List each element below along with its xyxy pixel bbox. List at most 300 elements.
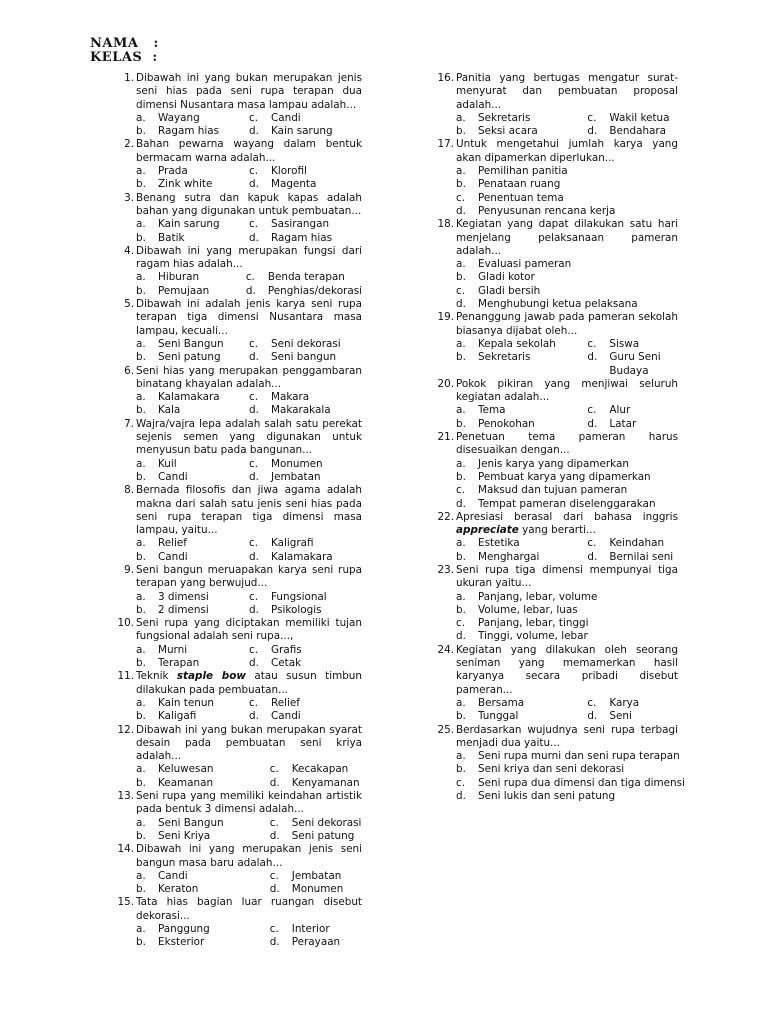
- question-text: Pokok pikiran yang menjiwai seluruh kegiatan adalah...: [456, 377, 678, 404]
- answer-option[interactable]: [456, 298, 678, 311]
- option-letter: c.: [456, 776, 466, 789]
- answer-option[interactable]: [456, 551, 587, 564]
- option-letter: c.: [456, 191, 466, 204]
- answer-option[interactable]: [587, 112, 678, 125]
- option-letter: d.: [249, 710, 259, 723]
- option-text: Kala: [158, 404, 181, 417]
- option-letter: b.: [136, 883, 146, 896]
- answer-option[interactable]: [249, 471, 362, 484]
- answer-option[interactable]: [136, 338, 249, 351]
- question-text: Kegiatan yang dapat dilakukan satu hari menjelang pelaksanaan pameran adalah...: [456, 218, 678, 257]
- option-letter: b.: [136, 231, 146, 244]
- answer-option[interactable]: [136, 883, 270, 896]
- option-text: Makarakala: [271, 404, 331, 417]
- option-text: Keamanan: [158, 776, 214, 789]
- option-text: Karya: [609, 696, 640, 709]
- question-number: 14.: [117, 843, 134, 856]
- answer-options: [136, 870, 362, 897]
- answer-option[interactable]: [456, 458, 678, 471]
- answer-option[interactable]: [136, 870, 270, 883]
- option-text: Guru Seni Budaya: [609, 351, 661, 377]
- answer-option[interactable]: [456, 591, 678, 604]
- option-letter: b.: [136, 178, 146, 191]
- question-number: 22.: [437, 510, 454, 523]
- answer-option[interactable]: [136, 817, 270, 830]
- option-text: Alur: [609, 404, 631, 417]
- answer-option[interactable]: [456, 617, 678, 630]
- answer-option[interactable]: [249, 551, 362, 564]
- option-letter: a.: [136, 816, 146, 829]
- option-text: Kain tenun: [158, 696, 214, 709]
- question-text: Panitia yang bertugas mengatur surat-menyurat dan pembuatan proposal adalah...: [456, 72, 678, 111]
- option-letter: d.: [249, 178, 259, 191]
- answer-option[interactable]: [456, 484, 678, 497]
- option-letter: a.: [136, 111, 146, 124]
- answer-option[interactable]: [136, 697, 249, 710]
- option-letter: b.: [456, 710, 466, 723]
- option-letter: b.: [136, 829, 146, 842]
- option-letter: d.: [456, 630, 466, 643]
- option-letter: b.: [136, 404, 146, 417]
- option-text: Candi: [271, 111, 301, 124]
- answer-option[interactable]: [249, 458, 362, 471]
- question-number: 18.: [437, 218, 454, 231]
- answer-options: [136, 271, 362, 298]
- question-emphasis: appreciate: [456, 524, 519, 537]
- option-letter: a.: [136, 590, 146, 603]
- answer-option[interactable]: [136, 458, 249, 471]
- answer-option[interactable]: [249, 351, 362, 364]
- answer-options: [456, 591, 678, 644]
- option-text: Benda terapan: [267, 271, 345, 284]
- answer-options: [136, 165, 362, 192]
- option-text: Seni Bangun: [158, 337, 224, 350]
- option-text: Sekretaris: [478, 111, 531, 124]
- answer-options: [136, 458, 362, 485]
- question-text: Seni rupa yang memiliki keindahan artistik pada bentuk 3 dimensi adalah...: [136, 790, 362, 816]
- option-text: Gladi kotor: [478, 271, 535, 284]
- question-number: 5.: [124, 298, 134, 311]
- answer-option[interactable]: [136, 777, 270, 790]
- option-letter: b.: [456, 351, 466, 364]
- option-letter: b.: [456, 417, 466, 430]
- answer-option[interactable]: [456, 777, 685, 790]
- option-text: Keluwesan: [158, 763, 214, 776]
- option-letter: a.: [136, 337, 146, 350]
- question-text: Tata hias bagian luar ruangan disebut dekorasi...: [136, 896, 362, 922]
- option-text: Kalamakara: [271, 550, 333, 563]
- answer-options: [456, 165, 678, 218]
- option-letter: b.: [456, 271, 466, 284]
- option-letter: d.: [587, 351, 598, 364]
- option-letter: a.: [136, 869, 146, 882]
- answer-option[interactable]: [587, 710, 678, 723]
- option-text: Kaligafi: [158, 710, 197, 723]
- question-item: [108, 192, 362, 245]
- question-number: 2.: [124, 138, 134, 151]
- answer-option[interactable]: [456, 763, 685, 776]
- question-number: 15.: [117, 896, 134, 909]
- answer-option[interactable]: [456, 285, 678, 298]
- answer-option[interactable]: [136, 710, 249, 723]
- kelas-label: KELAS :: [90, 50, 158, 65]
- answer-options: [136, 644, 362, 671]
- option-text: Monumen: [271, 457, 323, 470]
- option-letter: c.: [249, 111, 259, 124]
- answer-option[interactable]: [456, 498, 678, 511]
- option-letter: a.: [136, 923, 146, 935]
- answer-option[interactable]: [456, 404, 587, 417]
- option-letter: d.: [269, 829, 280, 842]
- answer-option[interactable]: [136, 351, 249, 364]
- option-letter: b.: [456, 763, 466, 776]
- option-text: Penentuan tema: [478, 191, 564, 204]
- option-text: Penghias/dekorasi: [267, 284, 362, 297]
- option-letter: a.: [456, 457, 466, 470]
- option-letter: c.: [249, 391, 259, 404]
- answer-options: [456, 112, 678, 139]
- option-letter: d.: [249, 231, 259, 244]
- option-text: Pemilihan panitia: [478, 165, 568, 178]
- option-letter: b.: [136, 776, 146, 789]
- answer-option[interactable]: [136, 178, 249, 191]
- option-letter: b.: [136, 550, 146, 563]
- question-text: Untuk mengetahui jumlah karya yang akan dipamerkan diperlukan...: [456, 138, 678, 164]
- answer-options: [456, 258, 678, 311]
- answer-option[interactable]: [456, 125, 587, 138]
- question-number: 13.: [117, 790, 134, 803]
- answer-option[interactable]: [136, 271, 246, 284]
- option-text: Seni dekorasi: [271, 337, 341, 350]
- answer-option[interactable]: [249, 125, 362, 138]
- option-letter: a.: [136, 271, 146, 284]
- option-letter: d.: [245, 284, 256, 297]
- option-text: Seni kriya dan seni dekorasi: [478, 763, 625, 776]
- answer-option[interactable]: [246, 271, 362, 284]
- option-letter: c.: [249, 218, 259, 231]
- question-text: Seni rupa tiga dimensi mempunyai tiga ukuran yaitu...: [456, 563, 678, 590]
- answer-option[interactable]: [249, 218, 362, 231]
- question-item: [428, 218, 678, 311]
- option-text: Bernilai seni: [609, 550, 674, 563]
- option-letter: d.: [249, 125, 259, 138]
- answer-options: [456, 750, 685, 803]
- option-letter: a.: [456, 696, 466, 709]
- answer-option[interactable]: [249, 112, 362, 125]
- answer-option[interactable]: [136, 165, 249, 178]
- question-text: Benang sutra dan kapuk kapas adalah bahan yang digunakan untuk pembuatan...: [136, 191, 362, 217]
- question-item: [108, 418, 362, 484]
- question-text: Penetuan tema pameran harus disesuaikan dengan...: [456, 431, 678, 457]
- option-letter: c.: [249, 643, 259, 656]
- answer-option[interactable]: [249, 697, 362, 710]
- answer-option[interactable]: [587, 537, 678, 550]
- answer-option[interactable]: [249, 404, 362, 417]
- answer-option[interactable]: [136, 391, 249, 404]
- option-text: Hiburan: [158, 271, 200, 284]
- option-letter: c.: [269, 869, 279, 882]
- question-item: [108, 138, 362, 191]
- option-text: Candi: [158, 550, 188, 563]
- option-text: Seni patung: [158, 351, 221, 364]
- answer-options: [136, 338, 362, 365]
- option-letter: b.: [136, 284, 146, 297]
- option-text: Relief: [271, 696, 300, 709]
- option-text: Seni Bangun: [158, 816, 224, 829]
- option-text: Wakil ketua: [609, 111, 670, 124]
- answer-option[interactable]: [587, 418, 678, 431]
- question-text: Dibawah ini yang merupakan jenis seni bangun masa baru adalah...: [136, 843, 362, 869]
- option-letter: c.: [587, 696, 597, 709]
- option-letter: b.: [456, 178, 466, 191]
- option-letter: b.: [456, 550, 466, 563]
- answer-option[interactable]: [249, 537, 362, 550]
- option-letter: a.: [456, 111, 466, 124]
- question-item: [428, 723, 685, 804]
- answer-option[interactable]: [456, 178, 678, 191]
- answer-option[interactable]: [136, 218, 249, 231]
- option-letter: a.: [456, 165, 466, 178]
- option-text: Interior: [291, 923, 330, 935]
- question-item: [108, 564, 362, 617]
- option-text: Candi: [158, 470, 188, 483]
- answer-option[interactable]: [456, 630, 678, 643]
- answer-option[interactable]: [456, 112, 587, 125]
- option-text: Panggung: [158, 923, 210, 935]
- option-letter: b.: [136, 125, 146, 138]
- question-number: 16.: [437, 72, 454, 84]
- option-letter: c.: [249, 165, 259, 178]
- option-letter: b.: [136, 657, 146, 670]
- question-text: Dibawah ini adalah jenis karya seni rupa terapan tiga dimensi Nusantara masa lampau, kecuali...: [136, 298, 362, 337]
- option-text: Candi: [271, 710, 301, 723]
- answer-options: [136, 112, 362, 139]
- questions-left-column: [108, 72, 366, 950]
- question-text: Seni hias yang merupakan penggambaran binatang khayalan adalah...: [136, 364, 362, 390]
- question-emphasis: staple bow: [176, 670, 246, 683]
- option-text: 2 dimensi: [158, 603, 209, 616]
- answer-options: [136, 817, 362, 844]
- answer-option[interactable]: [136, 285, 246, 298]
- answer-option[interactable]: [136, 537, 249, 550]
- answer-option[interactable]: [270, 923, 362, 936]
- option-text: Sekretaris: [478, 351, 531, 364]
- option-letter: a.: [136, 696, 146, 709]
- answer-options: [456, 404, 678, 431]
- question-number: 1.: [124, 72, 134, 84]
- answer-option[interactable]: [587, 551, 678, 564]
- answer-option[interactable]: [270, 936, 362, 949]
- answer-option[interactable]: [136, 232, 249, 245]
- option-letter: d.: [456, 497, 466, 510]
- answer-option[interactable]: [136, 644, 249, 657]
- option-text: Seni dekorasi: [291, 816, 362, 829]
- question-number: 4.: [124, 244, 134, 257]
- answer-options: [136, 591, 362, 618]
- answer-option[interactable]: [456, 697, 587, 710]
- answer-option[interactable]: [456, 205, 678, 218]
- answer-option[interactable]: [456, 165, 678, 178]
- answer-option[interactable]: [136, 404, 249, 417]
- answer-option[interactable]: [136, 112, 249, 125]
- answer-option[interactable]: [587, 404, 678, 417]
- answer-option[interactable]: [136, 604, 249, 617]
- option-letter: d.: [249, 603, 259, 616]
- option-text: Seni Kriya: [158, 829, 211, 842]
- option-letter: c.: [269, 923, 279, 935]
- option-text: Gladi bersih: [478, 284, 541, 297]
- option-text: Monumen: [291, 883, 344, 896]
- option-text: Kepala sekolah: [478, 337, 556, 350]
- option-letter: d.: [249, 351, 259, 364]
- option-text: Seksi acara: [478, 125, 538, 138]
- option-letter: d.: [587, 417, 598, 430]
- answer-option[interactable]: [136, 125, 249, 138]
- option-text: Perayaan: [291, 936, 341, 949]
- option-text: Evaluasi pameran: [478, 258, 572, 271]
- question-text: [456, 510, 682, 538]
- option-text: Wayang: [158, 111, 200, 124]
- answer-options: [136, 537, 362, 564]
- answer-option[interactable]: [249, 591, 362, 604]
- option-text: Pembuat karya yang dipamerkan: [478, 470, 651, 483]
- option-text: Terapan: [158, 657, 200, 670]
- question-text-part: atau susun timbun dilakukan pada pembuatan...: [136, 670, 366, 696]
- answer-option[interactable]: [136, 936, 270, 949]
- answer-options: [136, 218, 362, 245]
- option-letter: b.: [136, 351, 146, 364]
- option-text: Cetak: [271, 657, 302, 670]
- answer-option[interactable]: [270, 763, 362, 776]
- question-number: 12.: [117, 723, 134, 736]
- question-number: 10.: [117, 617, 134, 630]
- answer-option[interactable]: [136, 591, 249, 604]
- option-letter: b.: [136, 710, 146, 723]
- option-letter: c.: [269, 763, 279, 776]
- option-text: Penataan ruang: [478, 178, 561, 191]
- answer-option[interactable]: [136, 471, 249, 484]
- option-letter: a.: [456, 590, 466, 603]
- answer-option[interactable]: [456, 537, 587, 550]
- answer-option[interactable]: [587, 125, 678, 138]
- answer-option[interactable]: [136, 657, 249, 670]
- answer-option[interactable]: [136, 923, 270, 936]
- option-letter: a.: [456, 258, 466, 271]
- option-text: Kain sarung: [271, 125, 333, 138]
- option-text: Kenyamanan: [291, 776, 360, 789]
- option-text: Makara: [271, 391, 310, 404]
- option-text: Batik: [158, 231, 185, 244]
- option-text: Estetika: [478, 537, 520, 550]
- option-text: Psikologis: [271, 603, 322, 616]
- answer-option[interactable]: [587, 697, 678, 710]
- answer-option[interactable]: [456, 271, 678, 284]
- option-text: Kain sarung: [158, 218, 220, 231]
- answer-options: [136, 697, 362, 724]
- option-letter: a.: [136, 165, 146, 178]
- answer-option[interactable]: [249, 710, 362, 723]
- question-text: Berdasarkan wujudnya seni rupa terbagi menjadi dua yaitu...: [456, 723, 678, 749]
- answer-option[interactable]: [136, 763, 270, 776]
- option-letter: a.: [456, 404, 466, 417]
- answer-option[interactable]: [456, 338, 587, 351]
- question-item: [428, 138, 678, 218]
- option-text: Murni: [158, 643, 188, 656]
- option-text: Magenta: [271, 178, 317, 191]
- question-text: Bahan pewarna wayang dalam bentuk bermacam warna adalah...: [136, 138, 362, 164]
- question-item: [108, 298, 362, 364]
- answer-option[interactable]: [246, 285, 362, 298]
- question-text: Dibawah ini yang bukan merupakan jenis seni hias pada seni rupa terapan dua dimensi Nusantara masa lampau adalah...: [136, 72, 362, 111]
- answer-option[interactable]: [456, 471, 678, 484]
- question-item: [428, 564, 678, 644]
- question-text: Bernada filosofis dan jiwa agama adalah makna dari salah satu jenis seni hias pada seni rupa terapan tiga dimensi masa lampau, yaitu...: [136, 484, 362, 537]
- question-number: 6.: [124, 364, 134, 377]
- option-text: Seni: [609, 710, 632, 723]
- answer-option[interactable]: [249, 644, 362, 657]
- option-text: Tema: [478, 404, 506, 417]
- question-text: Kegiatan yang dilakukan oleh seorang seniman yang memamerkan hasil karyanya secara pribadi disebut pameran...: [456, 643, 678, 696]
- answer-option[interactable]: [249, 391, 362, 404]
- option-text: Klorofil: [271, 165, 307, 178]
- answer-options: [136, 391, 362, 418]
- option-letter: b.: [136, 603, 146, 616]
- question-text: Dibawah ini yang merupakan fungsi dari ragam hias adalah...: [136, 244, 362, 271]
- answer-option[interactable]: [249, 604, 362, 617]
- answer-option[interactable]: [249, 232, 362, 245]
- answer-option[interactable]: [456, 418, 587, 431]
- answer-option[interactable]: [270, 870, 362, 883]
- answer-option[interactable]: [249, 178, 362, 191]
- answer-option[interactable]: [456, 604, 678, 617]
- answer-option[interactable]: [587, 351, 678, 378]
- answer-option[interactable]: [249, 657, 362, 670]
- question-text: Seni bangun meruapakan karya seni rupa terapan yang berwujud...: [136, 563, 362, 590]
- answer-option[interactable]: [270, 830, 362, 843]
- question-number: 19.: [437, 311, 454, 324]
- answer-option[interactable]: [249, 338, 362, 351]
- answer-option[interactable]: [456, 750, 685, 763]
- answer-option[interactable]: [456, 258, 678, 271]
- answer-option[interactable]: [270, 777, 362, 790]
- option-text: Seni rupa dua dimensi dan tiga dimensi: [478, 776, 685, 789]
- option-text: Candi: [158, 869, 188, 882]
- option-letter: a.: [136, 457, 146, 470]
- answer-option[interactable]: [587, 338, 678, 351]
- option-text: Tunggal: [478, 710, 519, 723]
- answer-option[interactable]: [456, 192, 678, 205]
- question-number: 11.: [117, 670, 134, 683]
- option-text: Maksud dan tujuan pameran: [478, 484, 628, 497]
- question-item: [108, 896, 362, 949]
- answer-option[interactable]: [249, 165, 362, 178]
- option-letter: d.: [269, 776, 280, 789]
- answer-option[interactable]: [456, 790, 685, 803]
- answer-options: [456, 697, 678, 724]
- answer-option[interactable]: [136, 551, 249, 564]
- answer-option[interactable]: [456, 351, 587, 378]
- question-item: [108, 790, 362, 843]
- answer-option[interactable]: [270, 817, 362, 830]
- option-letter: c.: [456, 617, 466, 630]
- question-item: [108, 670, 366, 723]
- question-text: Wajra/vajra lepa adalah salah satu perekat sejenis semen yang digunakan untuk menyusun batu pada bangunan...: [136, 417, 362, 457]
- answer-option[interactable]: [270, 883, 362, 896]
- option-letter: a.: [136, 218, 146, 231]
- answer-option[interactable]: [456, 710, 587, 723]
- option-text: Kalamakara: [158, 391, 220, 404]
- answer-option[interactable]: [136, 830, 270, 843]
